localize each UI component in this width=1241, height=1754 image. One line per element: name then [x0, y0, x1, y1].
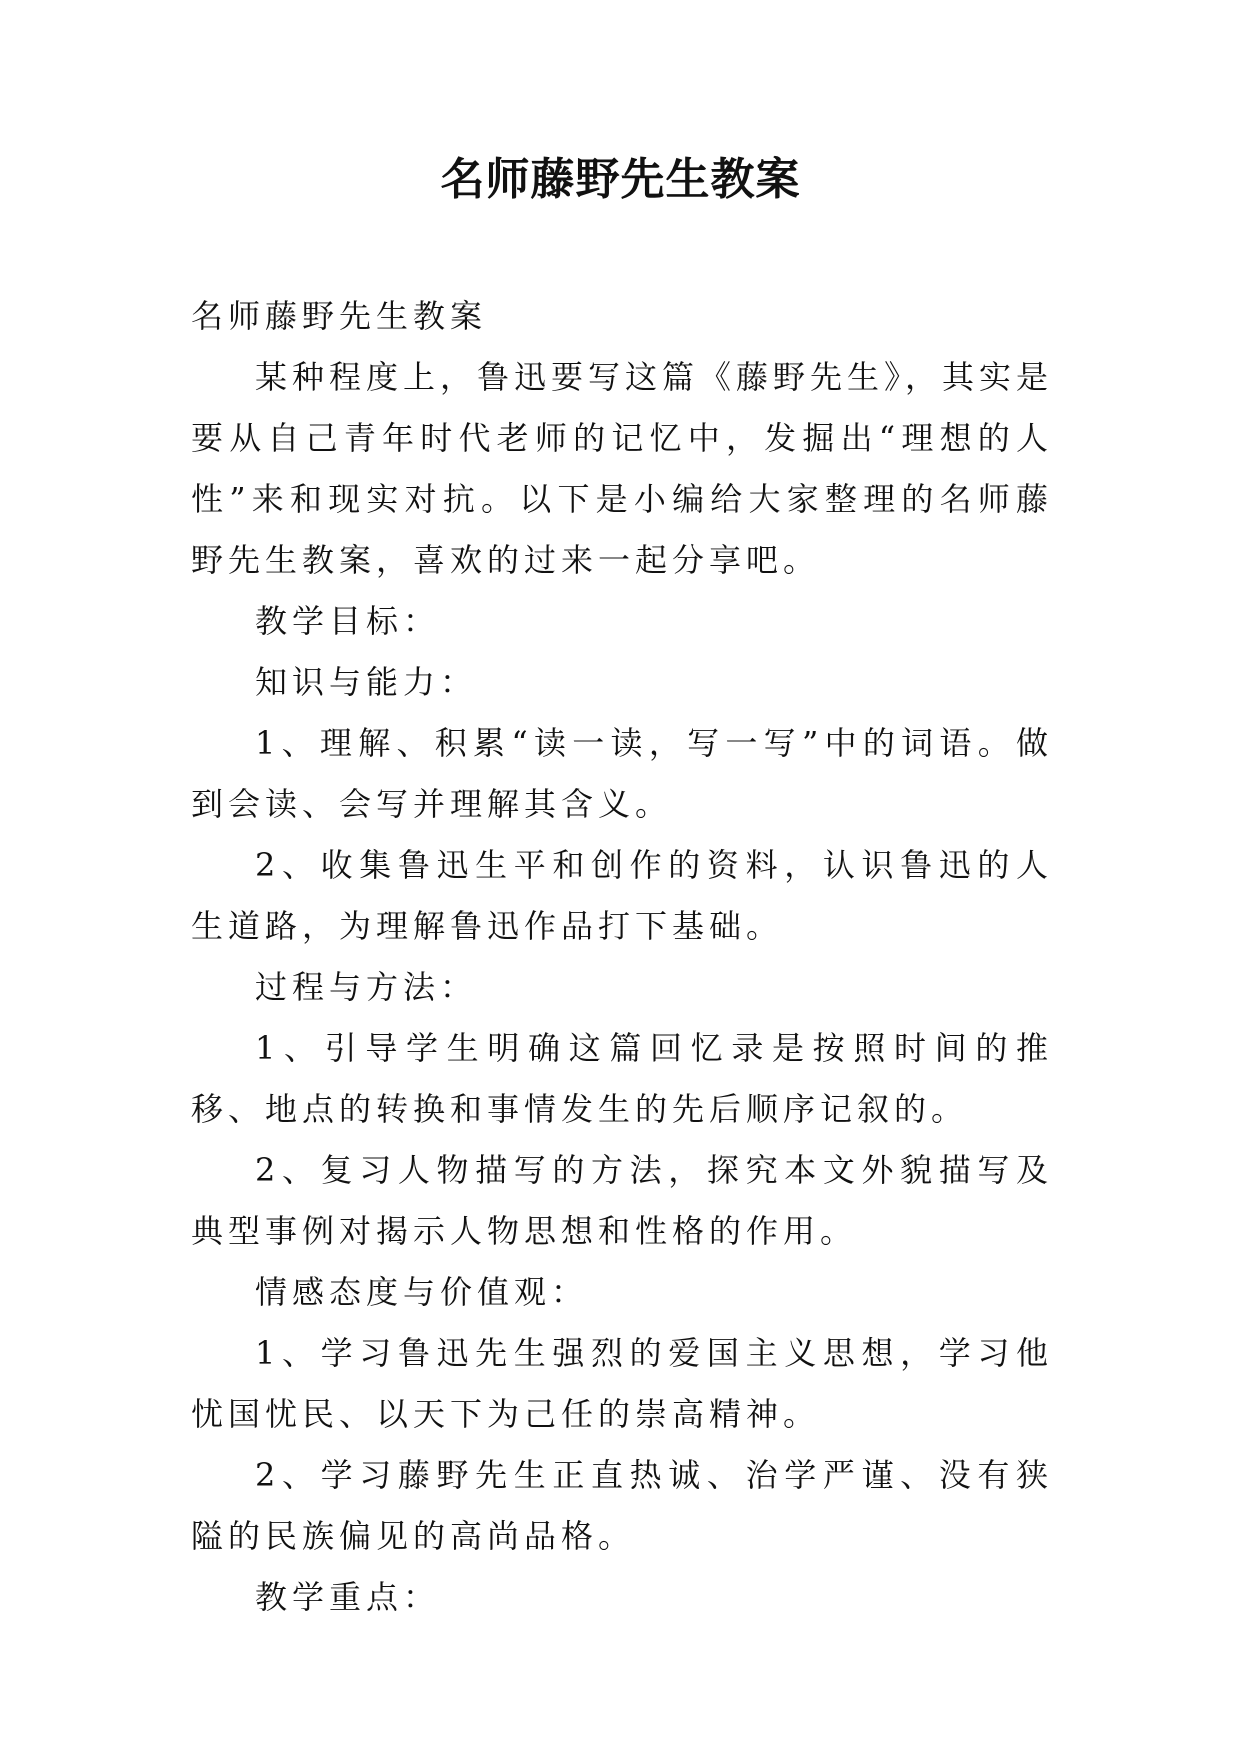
heading-process-method: 过程与方法： [255, 968, 478, 1006]
page-title: 名师藤野先生教案 [440, 154, 801, 205]
heading-knowledge-ability: 知识与能力： [255, 663, 478, 701]
heading-emotion-values: 情感态度与价值观： [255, 1273, 589, 1311]
list-item: 2、学习藤野先生正直热诚、治学严谨、没有狭隘的民族偏见的高尚品格。 [191, 1456, 1053, 1555]
heading-teaching-focus: 教学重点： [255, 1578, 441, 1616]
list-item: 1、引导学生明确这篇回忆录是按照时间的推移、地点的转换和事情发生的先后顺序记叙的。 [191, 1029, 1053, 1128]
list-item: 2、收集鲁迅生平和创作的资料，认识鲁迅的人生道路，为理解鲁迅作品打下基础。 [191, 846, 1053, 945]
list-item: 1、理解、积累“读一读，写一写”中的词语。做到会读、会写并理解其含义。 [191, 724, 1053, 823]
document-body [191, 286, 1053, 1628]
paragraph-intro: 某种程度上，鲁迅要写这篇《藤野先生》，其实是要从自己青年时代老师的记忆中，发掘出“理想的人性”来和现实对抗。以下是小编给大家整理的名师藤野先生教案，喜欢的过来一起分享吧。 [191, 358, 1054, 579]
heading-teaching-goals: 教学目标： [255, 602, 441, 640]
paragraph-subtitle: 名师藤野先生教案 [191, 297, 488, 335]
list-item: 2、复习人物描写的方法，探究本文外貌描写及典型事例对揭示人物思想和性格的作用。 [191, 1151, 1053, 1250]
list-item: 1、学习鲁迅先生强烈的爱国主义思想，学习他忧国忧民、以天下为己任的崇高精神。 [191, 1334, 1053, 1433]
